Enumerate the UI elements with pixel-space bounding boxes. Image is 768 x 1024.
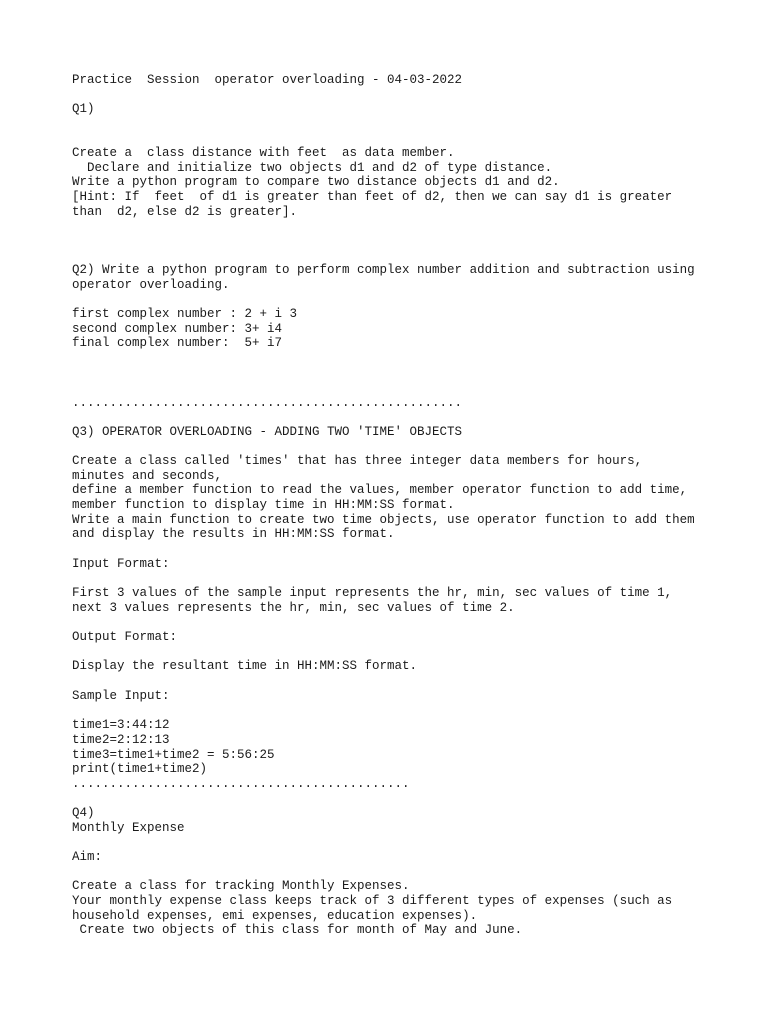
q1-line: [Hint: If feet of d1 is greater than feet of d2, then we can say d1 is greater	[72, 190, 673, 204]
q3-description-line: and display the results in HH:MM:SS format.	[72, 527, 395, 541]
q1-heading: Q1)	[72, 102, 95, 116]
aim-line: household expenses, emi expenses, education expenses).	[72, 909, 478, 923]
q1-line: than d2, else d2 is greater].	[72, 205, 298, 219]
q1-line: Write a python program to compare two distance objects d1 and d2.	[72, 175, 560, 189]
q3-description-line: member function to display time in HH:MM:SS format.	[72, 498, 455, 512]
aim-label: Aim:	[72, 850, 103, 864]
input-format-line: First 3 values of the sample input represents the hr, min, sec values of time 1,	[72, 586, 673, 600]
output-format-label: Output Format:	[72, 630, 178, 644]
separator-dots: .............................................	[72, 777, 410, 791]
q2-example-line: second complex number: 3+ i4	[72, 322, 283, 336]
sample-input-line: time2=2:12:13	[72, 733, 170, 747]
q2-example-line: first complex number : 2 + i 3	[72, 307, 298, 321]
q1-line: Declare and initialize two objects d1 and d2 of type distance.	[72, 161, 553, 175]
output-format-text: Display the resultant time in HH:MM:SS format.	[72, 659, 418, 673]
q3-description-line: minutes and seconds,	[72, 469, 223, 483]
q3-heading: Q3) OPERATOR OVERLOADING - ADDING TWO 'TIME' OBJECTS	[72, 425, 463, 439]
q4-title: Monthly Expense	[72, 821, 185, 835]
q2-example-line: final complex number: 5+ i7	[72, 336, 283, 350]
aim-line: Your monthly expense class keeps track of 3 different types of expenses (such as	[72, 894, 673, 908]
q1-line: Create a class distance with feet as data member.	[72, 146, 455, 160]
document-title: Practice Session operator overloading - 04-03-2022	[72, 73, 463, 87]
input-format-label: Input Format:	[72, 557, 170, 571]
sample-input-line: time3=time1+time2 = 5:56:25	[72, 748, 275, 762]
separator-dots: ....................................................	[72, 396, 463, 410]
q2-line: operator overloading.	[72, 278, 230, 292]
aim-line: Create two objects of this class for month of May and June.	[72, 923, 523, 937]
q3-description-line: Create a class called 'times' that has three integer data members for hours,	[72, 454, 643, 468]
q3-description-line: define a member function to read the values, member operator function to add time,	[72, 483, 688, 497]
sample-input-line: time1=3:44:12	[72, 718, 170, 732]
q4-heading: Q4)	[72, 806, 95, 820]
sample-input-line: print(time1+time2)	[72, 762, 208, 776]
q2-line: Q2) Write a python program to perform complex number addition and subtraction using	[72, 263, 695, 277]
q3-description-line: Write a main function to create two time objects, use operator function to add them	[72, 513, 695, 527]
sample-input-label: Sample Input:	[72, 689, 170, 703]
input-format-line: next 3 values represents the hr, min, sec values of time 2.	[72, 601, 515, 615]
aim-line: Create a class for tracking Monthly Expenses.	[72, 879, 410, 893]
